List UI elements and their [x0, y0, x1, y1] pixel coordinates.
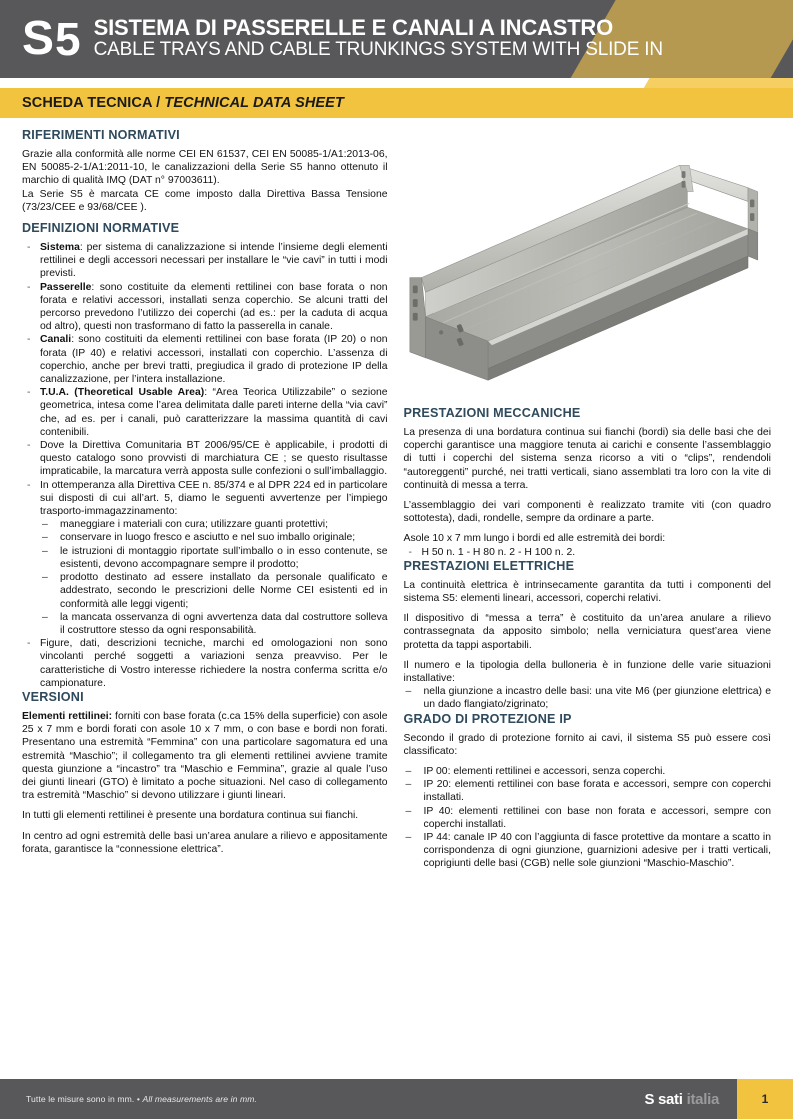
versioni-paragraph-2: In tutti gli elementi rettilinei è presente una bordatura continua sui fianchi. [22, 810, 359, 822]
sati-logo-mark: S [644, 1090, 654, 1108]
page-header [0, 0, 793, 78]
ip-intro-paragraph: Secondo il grado di protezione fornito ai cavi, il sistema S5 può essere così classificato: [403, 732, 771, 757]
s5-logo [22, 12, 80, 65]
heading-versioni: VERSIONI [22, 689, 84, 704]
definizioni-list [22, 241, 388, 518]
definizione-term: Canali [40, 334, 72, 346]
meccaniche-paragraph-1: La presenza di una bordatura continua sui fianchi (bordi) sia delle basi che dei coperchi garantisce una maggiore tenuta ai carichi e consente l’assemblaggio di tutti i coperchi del sistema senza ricorso a viti o “clips”, rendendoli “autoreggenti” purché, nei tratti verticali, siano assemblati tra loro con la vite di continuità di messa a terra. [403, 427, 771, 491]
header-title-italian: SISTEMA DI PASSERELLE E CANALI A INCASTRO [93, 15, 614, 41]
heading-prestazioni-elettriche: PRESTAZIONI ELETTRICHE [403, 558, 575, 573]
list-item [22, 241, 388, 281]
heading-definizioni-normative: DEFINIZIONI NORMATIVE [22, 221, 180, 236]
definizione-text: Dove la Direttiva Comunitaria BT 2006/95/CE è applicabile, i prodotti di questo catalogo sono provvisti di marchiatura CE ; se questo risultasse impraticabile, la marcatura verrà apposta sulle confezioni o sull’imballaggio. [40, 440, 388, 478]
list-item [22, 333, 388, 386]
list-item: – nella giunzione a incastro delle basi: una vite M6 (per giunzione elettrica) e un dado flangiato/zigrinato; [404, 685, 771, 711]
list-item: – le istruzioni di montaggio riportate sull’imballo o in esso contenute, se esistenti, devono accompagnare sempre il prodotto; [40, 545, 388, 571]
definizione-text: : “Area Teorica Utilizzabile” o sezione geometrica, intesa come l’area delimitata dalle pareti interne della “via cavi” che, ad es. per i canali, può caratterizzare la massima quantità di cavi contenibili. [40, 387, 388, 438]
meccaniche-list [404, 546, 771, 559]
sati-logo-name: sati [657, 1090, 683, 1108]
elettriche-paragraph-2: Il dispositivo di “messa a terra” è costituito da un’area anulare a rilievo contrassegnata da apposito simbolo; nella verniciatura quest’area viene protetta da tappi asportabili. [403, 613, 771, 651]
list-item: – IP 20: elementi rettilinei con base forata e accessori, sempre con coperchi installati. [404, 778, 771, 804]
scheda-tecnica-band [0, 88, 793, 118]
sati-logo-suffix: italia [686, 1090, 719, 1108]
footer-note-english: All measurements are in mm. [142, 1094, 257, 1104]
riferimenti-paragraph-2: La Serie S5 è marcata CE come imposto dalla Direttiva Bassa Tensione (73/23/CEE e 93/68/CEE ). [22, 188, 388, 213]
versioni-paragraph-1 [22, 710, 388, 802]
elettriche-list [404, 685, 771, 711]
list-item: – IP 40: elementi rettilinei con base non forata e accessori, sempre con coperchi installati. [404, 805, 771, 831]
definizione-text: : sono costituiti da elementi rettilinei con base forata (IP 20) o non forata (IP 40) e relativi accessori, installati con coperchio. L’assenza di coperchio, anche per brevi tratti, pregiudica il grado di protezione IP della canalizzazione, per l’intera installazione. [40, 334, 388, 386]
left-column [22, 128, 390, 1079]
s5-logo-letter: S [22, 12, 54, 65]
meccaniche-paragraph-3: Asole 10 x 7 mm lungo i bordi ed alle estremità dei bordi: [403, 533, 666, 545]
list-item: – prodotto destinato ad essere installato da personale qualificato e addestrato, secondo le prescrizioni delle Norme CEI esistenti ed in conformità alle leggi vigenti; [40, 571, 388, 611]
list-item: - Figure, dati, descrizioni tecniche, marchi ed omologazioni non sono vincolanti perché soggetti a variazioni senza preavviso. Per le caratteristiche di Vostro interesse richiedere la nostra conferma scritta e/o campionature. [22, 637, 388, 690]
page-number: 1 [737, 1079, 793, 1119]
header-title-english: CABLE TRAYS AND CABLE TRUNKINGS SYSTEM WITH SLIDE IN [93, 38, 663, 60]
definizione-term: Sistema [40, 242, 80, 254]
header-gap-diagonal [630, 78, 793, 88]
header-white-separator [0, 78, 793, 88]
s5-logo-number: 5 [55, 13, 80, 65]
right-column [404, 128, 771, 1079]
definizioni-list-tail [22, 637, 388, 690]
riferimenti-paragraph-1: Grazie alla conformità alle norme CEI EN 61537, CEI EN 50085-1/A1:2013-06, EN 50085-2-1/A1:2011-10, le canalizzazioni della Serie S5 hanno ottenuto il marchio di qualità IMQ (DAT n° 97003611). [22, 149, 388, 187]
list-item: – la mancata osservanza di ogni avvertenza data dal costruttore solleva il costruttore stesso da ogni responsabilità. [40, 611, 388, 637]
elettriche-paragraph-3: Il numero e la tipologia della bulloneria è in funzione delle varie situazioni installative: [403, 659, 771, 685]
heading-riferimenti-normativi: RIFERIMENTI NORMATIVI [22, 128, 180, 142]
ip-grades-list [404, 765, 771, 871]
meccaniche-paragraph-2: L’assemblaggio dei vari componenti è realizzato tramite viti (con quadro sottotesta), dadi, rondelle, sempre da ordinare a parte. [403, 500, 771, 525]
avvertenze-sublist [40, 518, 388, 637]
heading-prestazioni-meccaniche: PRESTAZIONI MECCANICHE [403, 406, 581, 420]
list-item [22, 386, 388, 439]
heading-grado-protezione-ip: GRADO DI PROTEZIONE IP [403, 711, 572, 726]
definizione-term: T.U.A. (Theoretical Usable Area) [40, 387, 205, 399]
list-item: – IP 00: elementi rettilinei e accessori, senza coperchi. [404, 765, 771, 778]
list-item [22, 281, 388, 334]
cable-tray-illustration [404, 128, 771, 398]
list-item [22, 439, 388, 479]
sati-italia-logo [644, 1091, 737, 1108]
page-footer [0, 1079, 793, 1119]
avvertenze-sublist-wrapper [22, 518, 388, 637]
list-item: - H 50 n. 1 - H 80 n. 2 - H 100 n. 2. [404, 546, 771, 559]
definizione-term: Passerelle [40, 281, 92, 293]
list-item: – IP 44: canale IP 40 con l’aggiunta di fasce protettive da montare a scatto in corrispondenza di ogni giunzione, guarnizioni adesive per i tratti verticali, coprigiunti delle basi (CGB) nelle sole giunzioni “Maschio-Maschio”. [404, 831, 771, 871]
elettriche-paragraph-1: La continuità elettrica è intrinsecamente garantita da tutti i componenti del sistema S5: elementi lineari, accessori, coperchi relativi. [403, 579, 771, 605]
list-item [22, 479, 388, 519]
definizione-text: In ottemperanza alla Direttiva CEE n. 85/374 e al DPR 224 ed in particolare sui disposti di cui all’art. 5, diamo le seguenti avvertenze per l’impiego trasporto-immagazzinamento: [40, 479, 388, 518]
list-item: – conservare in luogo fresco e asciutto e nel suo imballo originale; [40, 531, 388, 544]
list-item: – maneggiare i materiali con cura; utilizzare guanti protettivi; [40, 518, 388, 531]
definizione-text: : sono costituite da elementi rettilinei con base forata o non forata e relativi accessori, installati senza coperchio. Se alcuni tratti del percorso prevedono l’utilizzo dei coperchi (ad es.: per la caduta di acqua od altro), questi non trasformano di fatto la passerella in canale. [40, 281, 388, 333]
versioni-term: Elementi rettilinei: [22, 710, 113, 722]
definizione-text: : per sistema di canalizzazione si intende l’insieme degli elementi rettilinei e degli accessori necessari per installare le “vie cavi” in tutti i modi previsti. [40, 242, 388, 280]
cable-tray-photo [404, 128, 771, 398]
footer-note-italian: Tutte le misure sono in mm. • [26, 1094, 141, 1104]
versioni-text: forniti con base forata (c.ca 15% della superficie) con asole 25 x 7 mm e bordi forati con asole 10 x 7 mm, o con base e bordi non forati. Presentano una estremità “Femmina” con una particolare sagomatura ed una estremità “Maschio”; il collegamento tra gli elementi rettilinei avviene tramite questa giunzione a “incastro” tra “Maschio e Femmina”, grazie al quale l’uso dei giunti lineari (GTO) è limitato a poche situazioni. Nel caso di collegamento tra estremità “Maschio” si devono utilizzare i giunti lineari. [22, 710, 388, 802]
footer-measurement-note [0, 1094, 644, 1104]
band-label-english: TECHNICAL DATA SHEET [164, 95, 344, 111]
versioni-paragraph-3: In centro ad ogni estremità delle basi un’area anulare a rilievo e appositamente forata, garantisce la “connessione elettrica”. [22, 830, 388, 855]
page-content [0, 128, 793, 1079]
band-label-italian: SCHEDA TECNICA / [22, 95, 161, 111]
